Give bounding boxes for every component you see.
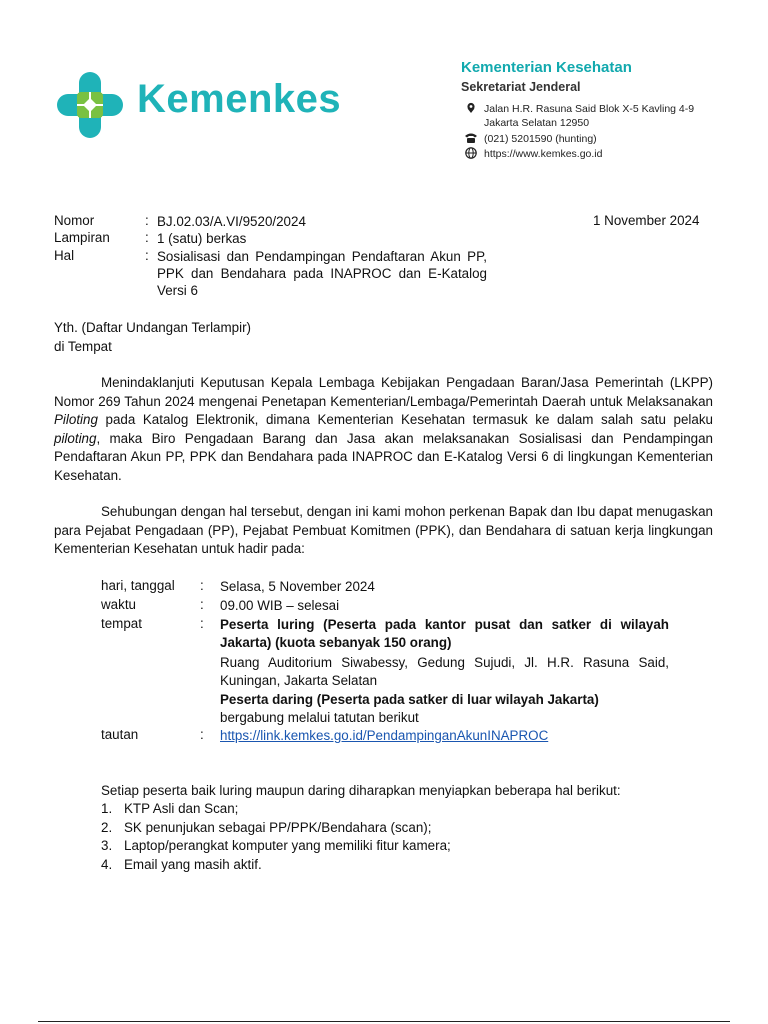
online-participants: Peserta daring (Peserta pada satker di luar wilayah Jakarta) [220,692,599,707]
nomor-colon: : [145,213,149,228]
offline-venue: Ruang Auditorium Siwabessy, Gedung Sujudi, Jl. H.R. Rasuna Said, Kuningan, Jakarta Selatan [220,655,669,688]
phone-icon [464,132,478,144]
registration-link[interactable]: https://link.kemkes.go.id/PendampinganAkunINAPROC [220,728,549,743]
globe-icon [464,147,478,159]
lampiran-value: 1 (satu) berkas [157,231,247,246]
place-details [220,616,669,727]
place-label: tempat [101,616,142,631]
letter-date: 1 November 2024 [593,213,700,228]
list-item-number: 3. [101,838,113,853]
list-item-number: 4. [101,857,113,872]
list-item: KTP Asli dan Scan; [124,801,239,816]
footer-divider [38,1021,730,1022]
link-colon: : [200,727,204,742]
list-item-number: 2. [101,820,113,835]
org-subtitle: Sekretariat Jenderal [461,80,581,94]
paragraph-2: Sehubungan dengan hal tersebut, dengan ini kami mohon perkenan Bapak dan Ibu dapat menugaskan para Pejabat Pengadaan (PP), Pejabat Pembuat Komitmen (PPK), dan Bendahara di satuan kerja lingkungan Kementerian Kesehatan untuk hadir pada: [54,504,713,557]
recipient-line-1: Yth. (Daftar Undangan Terlampir) [54,320,251,335]
paragraph-1: Menindaklanjuti Keputusan Kepala Lembaga Kebijakan Pengadaan Baran/Jasa Pemerintah (LKPP) Nomor 269 Tahun 2024 mengenai Penetapan Kementerian/Lembaga/Pemerintah Daerah untuk Melaksanakan Piloting pada Katalog Elektronik, dimana Kementerian Kesehatan termasuk ke dalam salah satu pelaku piloting, maka Biro Pengadaan Barang dan Jasa akan melaksanakan Sosialisasi dan Pendampingan Pendaftaran Akun PP, PPK dan Bendahara pada INAPROC dan E-Katalog Versi 6 di lingkungan Kementerian Kesehatan. [54,375,713,483]
org-name: Kementerian Kesehatan [461,59,632,76]
list-item: Laptop/perangkat komputer yang memiliki fitur kamera; [124,838,451,853]
hal-value: Sosialisasi dan Pendampingan Pendaftaran Akun PP, PPK dan Bendahara pada INAPROC dan E-Katalog Versi 6 [157,249,487,298]
address-line-1: Jalan H.R. Rasuna Said Blok X-5 Kavling 4-9 [484,103,695,115]
phone-block [464,132,597,146]
day-value: Selasa, 5 November 2024 [220,579,375,594]
requirements-intro: Setiap peserta baik luring maupun daring diharapkan menyiapkan beberapa hal berikut: [101,783,621,798]
piloting-term: Piloting [54,412,98,428]
list-item-number: 1. [101,801,113,816]
recipient-line-2: di Tempat [54,339,112,354]
phone-number: (021) 5201590 (hunting) [484,133,597,145]
location-icon [464,102,478,114]
place-colon: : [200,616,204,631]
website-block [464,147,602,161]
piloting-term: piloting [54,430,97,446]
hal-label: Hal [54,248,75,263]
hal-colon: : [145,248,149,263]
list-item: Email yang masih aktif. [124,857,262,872]
day-label: hari, tanggal [101,578,175,593]
address-block [464,102,694,130]
time-colon: : [200,597,204,612]
time-value: 09.00 WIB – selesai [220,598,340,613]
time-label: waktu [101,597,136,612]
day-colon: : [200,578,204,593]
lampiran-label: Lampiran [54,230,110,245]
logo-wordmark: Kemenkes [137,77,342,121]
nomor-value: BJ.02.03/A.VI/9520/2024 [157,214,306,229]
kemenkes-logo-icon [55,70,125,140]
nomor-label: Nomor [54,213,95,228]
website-url: https://www.kemkes.go.id [484,148,603,160]
address-line-2: Jakarta Selatan 12950 [484,117,590,129]
link-label: tautan [101,727,139,742]
online-instructions: bergabung melalui tatutan berikut [220,710,419,725]
list-item: SK penunjukan sebagai PP/PPK/Bendahara (scan); [124,820,432,835]
lampiran-colon: : [145,230,149,245]
offline-participants: Peserta luring (Peserta pada kantor pusat dan satker di wilayah Jakarta) (kuota sebanyak 150 orang) [220,617,669,650]
